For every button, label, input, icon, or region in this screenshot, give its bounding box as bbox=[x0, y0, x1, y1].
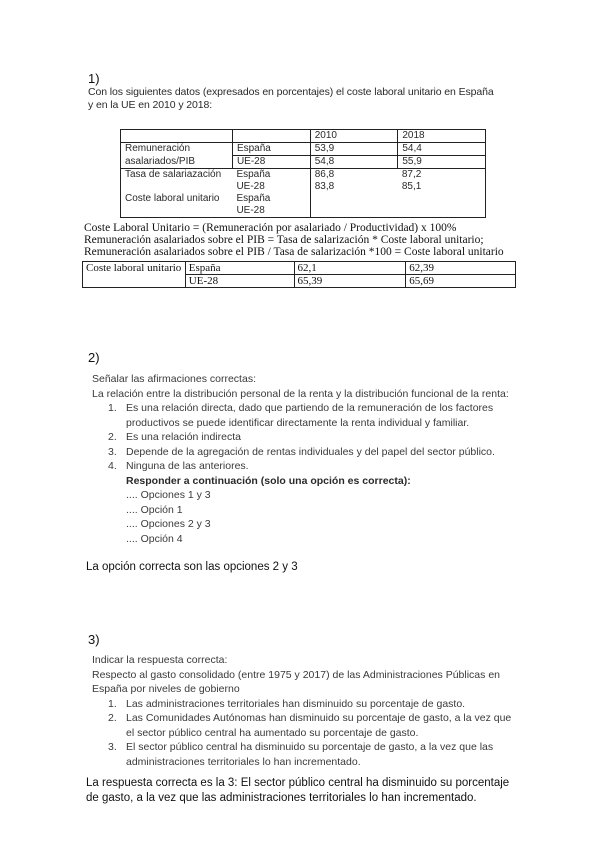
q1-formulas bbox=[84, 222, 524, 258]
table-header-year-2010: 2010 bbox=[310, 130, 398, 143]
table-cell: 83,8 bbox=[314, 181, 335, 192]
table-cell bbox=[121, 181, 233, 193]
table-cell: España bbox=[232, 193, 310, 205]
table-row bbox=[121, 181, 486, 193]
table-cell bbox=[398, 205, 486, 218]
result-label: Coste laboral unitario bbox=[83, 262, 186, 288]
q2-respond-instruction: Responder a continuación (solo una opción es correcta): bbox=[126, 474, 411, 487]
table-cell: UE-28 bbox=[232, 205, 310, 218]
list-item bbox=[108, 401, 512, 430]
item-text: Las Comunidades Autónomas han disminuido su porcentaje de gasto, a la vez que el sector público central ha aumentado su porcentaje de gasto. bbox=[126, 712, 512, 739]
table-cell: UE-28 bbox=[185, 275, 294, 288]
q3-title: Indicar la respuesta correcta: bbox=[92, 654, 228, 666]
q2-number: 2) bbox=[88, 350, 100, 365]
item-number: 1. bbox=[108, 697, 117, 710]
table-cell: 54,4 bbox=[398, 143, 486, 156]
item-number: 3. bbox=[108, 445, 117, 458]
table-cell: 86,8 bbox=[314, 169, 335, 180]
formula-line: Coste Laboral Unitario = (Remuneración por asalariado / Productividad) x 100% bbox=[84, 222, 457, 234]
list-item bbox=[108, 697, 522, 712]
q3-question: Respecto al gasto consolidado (entre 1975 y 2017) de las Administraciones Públicas en España por niveles de gobierno bbox=[92, 668, 500, 695]
q3-answer: La respuesta correcta es la 3: El sector público central ha disminuido su porcentaje de gasto, a la vez que las administraciones territoriales lo han incrementado. bbox=[86, 777, 510, 804]
item-text: Es una relación directa, dado que partiendo de la remuneración de los factores productivos se puede identificar directamente la renta individual y familiar. bbox=[126, 402, 494, 429]
q3-list bbox=[108, 697, 522, 770]
q3-number: 3) bbox=[88, 632, 100, 647]
item-number: 2. bbox=[108, 431, 117, 443]
q2-question: La relación entre la distribución personal de la renta y la distribución funcional de la renta: bbox=[92, 387, 509, 400]
table-row bbox=[83, 262, 516, 275]
q2-answer: La opción correcta son las opciones 2 y 3 bbox=[86, 561, 298, 573]
item-text: Las administraciones territoriales han disminuido su porcentaje de gasto. bbox=[126, 697, 466, 710]
item-text: Es una relación indirecta bbox=[126, 431, 241, 443]
q1-number: 1) bbox=[88, 71, 100, 86]
table-cell: UE-28 bbox=[232, 156, 310, 169]
formula-line: Remuneración asalariados sobre el PIB = Tasa de salarización * Coste laboral unitario; bbox=[84, 234, 484, 246]
table-row bbox=[121, 156, 486, 169]
table-cell: Tasa de salariazación bbox=[125, 169, 222, 180]
item-text: Depende de la agregación de rentas individuales y del papel del sector público. bbox=[126, 445, 495, 458]
item-number: 4. bbox=[108, 460, 117, 472]
table-cell: 53,9 bbox=[310, 143, 398, 156]
table-header-cell bbox=[232, 130, 310, 143]
list-item bbox=[108, 459, 512, 474]
option-line: .... Opción 4 bbox=[126, 532, 183, 545]
table-cell: UE-28 bbox=[232, 181, 310, 193]
option-line: .... Opción 1 bbox=[126, 503, 183, 516]
item-text: El sector público central ha disminuido su porcentaje de gasto, a la vez que las administraciones territoriales lo han incrementado. bbox=[126, 741, 494, 768]
table-cell: 62,1 bbox=[294, 262, 406, 275]
q2-list bbox=[108, 401, 512, 474]
table-cell: 55,9 bbox=[402, 156, 422, 167]
table-cell: 65,69 bbox=[406, 275, 516, 288]
table-cell: Remuneración bbox=[125, 143, 191, 154]
table-cell: 85,1 bbox=[401, 181, 422, 192]
table-row bbox=[121, 205, 486, 218]
table-cell: 62,39 bbox=[406, 262, 516, 275]
item-number: 1. bbox=[108, 402, 117, 414]
formula-line: Remuneración asalariados sobre el PIB / Tasa de salarización *100 = Coste laboral unitario bbox=[84, 246, 504, 258]
item-number: 2. bbox=[108, 712, 117, 724]
table-cell bbox=[310, 205, 398, 218]
table-header-year-2018: 2018 bbox=[402, 130, 425, 141]
list-item bbox=[108, 430, 512, 445]
table-header-cell bbox=[121, 130, 233, 143]
table-cell: Coste laboral unitario bbox=[125, 193, 220, 204]
table-row bbox=[121, 169, 486, 182]
item-number: 3. bbox=[108, 741, 117, 753]
list-item bbox=[108, 740, 522, 769]
table-cell: asalariados/PIB bbox=[125, 155, 196, 167]
list-item bbox=[108, 711, 522, 740]
table-row bbox=[121, 143, 486, 156]
list-item bbox=[108, 445, 512, 460]
q2-block bbox=[92, 372, 512, 546]
option-line: .... Opciones 2 y 3 bbox=[126, 518, 211, 530]
table-cell: España bbox=[232, 143, 310, 156]
item-text: Ninguna de las anteriores. bbox=[126, 460, 249, 472]
q1-data-table bbox=[120, 129, 486, 218]
table-cell: 87,2 bbox=[401, 169, 422, 180]
table-row bbox=[121, 193, 486, 205]
table-cell bbox=[310, 193, 398, 205]
table-cell: España bbox=[185, 262, 294, 275]
table-cell: España bbox=[232, 169, 310, 182]
table-cell bbox=[121, 205, 233, 218]
q3-block bbox=[92, 653, 522, 769]
table-cell: 65,39 bbox=[294, 275, 406, 288]
table-cell: 54,8 bbox=[310, 156, 398, 169]
q1-result-table bbox=[82, 261, 516, 288]
q1-intro: Con los siguientes datos (expresados en porcentajes) el coste laboral unitario en España y en la UE en 2010 y 2018: bbox=[88, 86, 494, 111]
option-line: .... Opciones 1 y 3 bbox=[126, 489, 211, 501]
q2-title: Señalar las afirmaciones correctas: bbox=[92, 373, 256, 385]
table-cell bbox=[398, 193, 486, 205]
table-header-row bbox=[121, 130, 486, 143]
